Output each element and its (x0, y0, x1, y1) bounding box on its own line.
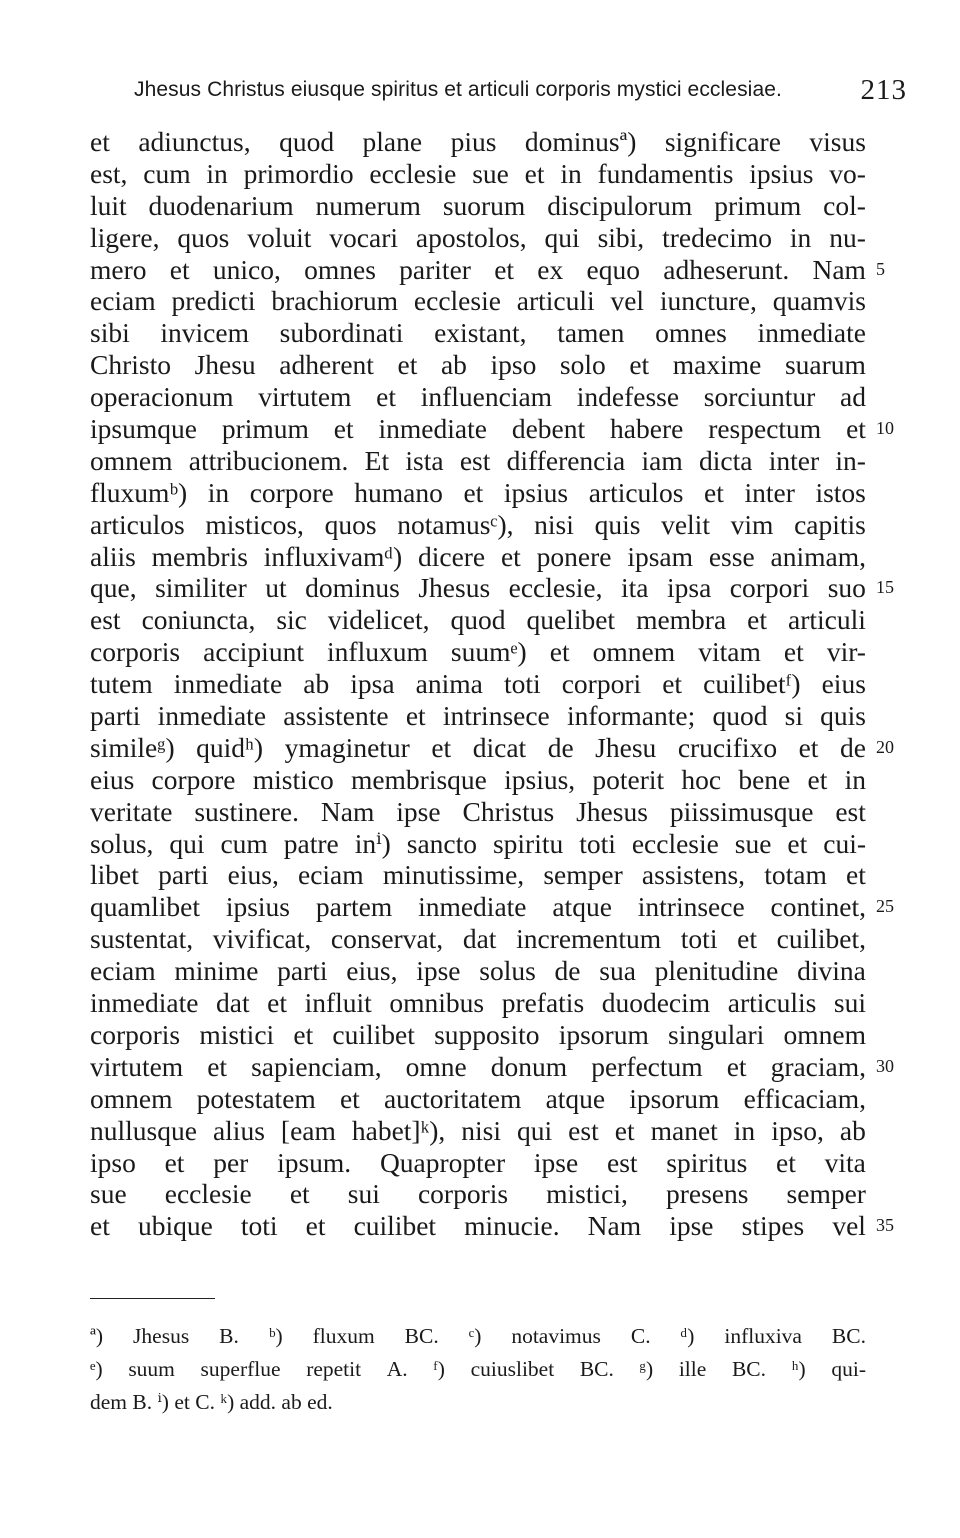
text-line (90, 509, 866, 541)
line-text: sibi invicem subordinati existant, tamen omnes inmediate (90, 317, 866, 349)
line-text: virtutem et sapienciam, omne donum perfectum et graciam, (90, 1050, 866, 1082)
line-text: sustentat, vivificat, conservat, dat incrementum toti et cuilibet, (90, 923, 866, 955)
text-line (90, 253, 885, 286)
text-line (90, 445, 866, 477)
line-text: corporis mistici et cuilibet supposito ipsorum singulari omnem (90, 1018, 866, 1050)
text-line (90, 636, 866, 668)
text-line (90, 859, 866, 891)
line-text: mero et unico, omnes pariter et ex equo adheserunt. Nam (90, 253, 866, 285)
line-number: 25 (876, 896, 894, 917)
line-text: eciam predicti brachiorum ecclesie articuli vel iuncture, quamvis (90, 285, 866, 317)
line-text: fluxumᵇ) in corpore humano et ipsius articulos et inter istos (90, 476, 866, 508)
text-line (90, 541, 866, 573)
text-line (90, 923, 866, 955)
text-line (90, 828, 866, 860)
text-line (90, 317, 866, 349)
line-text: Christo Jhesu adherent et ab ipso solo et maxime suarum (90, 349, 866, 381)
footnotes (90, 1320, 866, 1419)
line-text: ligere, quos voluit vocari apostolos, qui sibi, tredecimo in nu- (90, 221, 866, 253)
line-text: luit duodenarium numerum suorum discipulorum primum col- (90, 189, 866, 221)
footnote-rule (90, 1298, 215, 1299)
line-text: aliis membris influxivamᵈ) dicere et ponere ipsam esse animam, (90, 540, 866, 572)
line-text: veritate sustinere. Nam ipse Christus Jhesus piissimusque est (90, 795, 866, 827)
text-line (90, 700, 866, 732)
text-line (90, 126, 866, 158)
text-line (90, 731, 894, 764)
line-text: eius corpore mistico membrisque ipsius, poterit hoc bene et in (90, 763, 866, 795)
line-number: 30 (876, 1055, 894, 1076)
line-text: ipso et per ipsum. Quapropter ipse est spiritus et vita (90, 1146, 866, 1178)
text-line (90, 1115, 866, 1147)
line-text: et adiunctus, quod plane pius dominusª) significare visus (90, 126, 866, 157)
text-line (90, 413, 894, 445)
text-line (90, 1050, 894, 1083)
line-text: omnem attribucionem. Et ista est differencia iam dicta inter in- (90, 444, 866, 476)
line-text: est coniuncta, sic videlicet, quod quelibet membra et articuli (90, 604, 866, 636)
text-line (90, 190, 866, 222)
main-text (90, 126, 894, 1242)
text-line (90, 1147, 866, 1179)
line-number: 5 (876, 258, 885, 279)
line-number: 35 (876, 1215, 894, 1236)
text-line (90, 796, 866, 828)
text-line (90, 477, 866, 509)
line-text: parti inmediate assistente et intrinsece informante; quod si quis (90, 700, 866, 732)
text-line (90, 764, 866, 796)
line-text: est, cum in primordio ecclesie sue et in fundamentis ipsius vo- (90, 157, 866, 189)
text-line (90, 381, 866, 413)
line-text: operacionum virtutem et influenciam indefesse sorciuntur ad (90, 381, 866, 413)
running-header (134, 72, 907, 112)
text-line (90, 891, 894, 923)
line-number: 10 (876, 418, 894, 439)
line-number: 20 (876, 736, 894, 757)
text-line (90, 1019, 866, 1051)
text-line (90, 222, 866, 254)
line-text: omnem potestatem et auctoritatem atque ipsorum efficaciam, (90, 1082, 866, 1114)
line-text: sue ecclesie et sui corporis mistici, presens semper (90, 1178, 866, 1210)
line-text: simileᵍ) quidʰ) ymaginetur et dicat de Jhesu crucifixo et de (90, 731, 866, 763)
running-title: Jhesus Christus eiusque spiritus et articuli corporis mystici ecclesiae. (134, 78, 782, 101)
text-line (90, 668, 866, 700)
page-number: 213 (860, 74, 907, 106)
line-text: et ubique toti et cuilibet minucie. Nam ipse stipes vel (90, 1210, 866, 1242)
text-line (90, 572, 894, 604)
text-line (90, 1178, 866, 1210)
text-line (90, 349, 866, 381)
line-text: tutem inmediate ab ipsa anima toti corpori et cuilibetᶠ) eius (90, 668, 866, 700)
line-text: corporis accipiunt influxum suumᵉ) et omnem vitam et vir- (90, 636, 866, 668)
text-line (90, 987, 866, 1019)
text-line (90, 955, 866, 987)
text-line (90, 158, 866, 190)
line-text: inmediate dat et influit omnibus prefatis duodecim articulis sui (90, 987, 866, 1019)
text-line (90, 1083, 866, 1115)
line-text: que, similiter ut dominus Jhesus ecclesie, ita ipsa corpori suo (90, 572, 866, 604)
line-text: eciam minime parti eius, ipse solus de sua plenitudine divina (90, 955, 866, 987)
footnote-line: dem B. ⁱ) et C. ᵏ) add. ab ed. (90, 1390, 333, 1414)
line-text: ipsumque primum et inmediate debent habere respectum et (90, 413, 866, 445)
line-text: quamlibet ipsius partem inmediate atque intrinsece continet, (90, 891, 866, 923)
line-text: solus, qui cum patre inⁱ) sancto spiritu toti ecclesie sue et cui- (90, 827, 866, 859)
text-line (90, 1210, 894, 1242)
line-text: libet parti eius, eciam minutissime, semper assistens, totam et (90, 859, 866, 891)
line-number: 15 (876, 577, 894, 598)
text-line (90, 604, 866, 636)
footnote-line: ª) Jhesus B. ᵇ) fluxum BC. ᶜ) notavimus C. ᵈ) influxiva BC. (90, 1324, 866, 1348)
line-text: nullusque alius [eam habet]ᵏ), nisi qui est et manet in ipso, ab (90, 1114, 866, 1146)
text-line (90, 285, 866, 317)
footnote-line: ᵉ) suum superflue repetit A. ᶠ) cuiuslibet BC. ᵍ) ille BC. ʰ) qui- (90, 1357, 866, 1381)
line-text: articulos misticos, quos notamusᶜ), nisi quis velit vim capitis (90, 508, 866, 540)
